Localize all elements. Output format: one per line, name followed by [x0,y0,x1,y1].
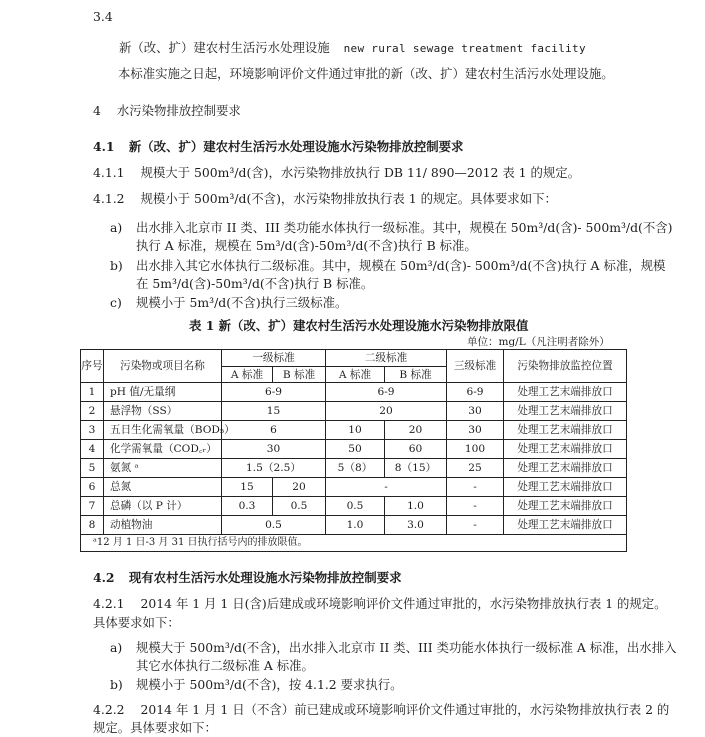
cell-grade2-b: 60 [385,440,447,459]
term-heading [119,40,586,57]
header-grade3: 三级标准 [447,350,504,383]
cell-grade3: 100 [447,440,504,459]
table-1 [80,349,626,552]
term-chinese: 新（改、扩）建农村生活污水处理设施 [119,40,330,55]
list-item-text: 出水排入北京市 II 类、III 类功能水体执行一级标准。其中，规模在 50m³/d(含)- 500m³/d(不含) [136,220,673,235]
table-row [81,497,627,516]
list-item-text: 规模大于 500m³/d(不含)，出水排入北京市 II 类、III 类功能水体执行一级标准 A 标准，出水排入 [136,640,677,655]
emission-limits-table [80,349,627,552]
cell-no: 2 [81,402,104,421]
term-definition: 本标准实施之日起，环境影响评价文件通过审批的新（改、扩）建农村生活污水处理设施。 [118,66,614,81]
table-row [81,516,627,535]
cell-grade1-a: 15 [222,478,273,497]
header-no: 序号 [81,350,104,383]
cell-grade2-a: 0.5 [326,497,385,516]
cell-grade3: 6-9 [447,383,504,402]
header-g1-b: B 标准 [273,367,326,383]
cell-pollutant: 氨氮 ᵃ [104,459,222,478]
list-item-text: 规模小于 5m³/d(不含)执行三级标准。 [136,295,348,310]
clause-text-continued: 规定。具体要求如下： [93,720,217,735]
cell-pollutant: 总氮 [104,478,222,497]
cell-pollutant: 总磷（以 P 计） [104,497,222,516]
section-title: 新（改、扩）建农村生活污水处理设施水污染物排放控制要求 [128,139,464,154]
cell-monitor-location: 处理工艺末端排放口 [504,516,627,535]
cell-monitor-location: 处理工艺末端排放口 [504,440,627,459]
table-footnote-row [81,535,627,552]
cell-grade2-b: 8（15） [385,459,447,478]
header-grade2: 二级标准 [326,350,447,367]
cell-grade3: - [447,478,504,497]
list-item-label: c) [110,295,122,310]
clause-text: 规模大于 500m³/d(含)，水污染物排放执行 DB 11/ 890—2012 表 1 的规定。 [140,165,581,180]
cell-grade2: 6-9 [326,383,447,402]
list-item-text: 出水排入其它水体执行二级标准。其中，规模在 50m³/d(含)- 500m³/d(不含)执行 A 标准，规模 [136,258,666,273]
table-row [81,459,627,478]
header-pollutant: 污染物或项目名称 [104,350,222,383]
cell-grade2: - [326,478,447,497]
clause-number: 4.2.1 [93,596,125,611]
list-item-label: a) [110,640,123,655]
cell-grade2-a: 50 [326,440,385,459]
cell-grade1: 0.5 [222,516,326,535]
cell-no: 1 [81,383,104,402]
table-row [81,478,627,497]
clause-4-2-2 [93,702,669,718]
header-monitor: 污染物排放监控位置 [504,350,627,383]
term-english: new rural sewage treatment facility [343,42,586,55]
cell-grade3: - [447,516,504,535]
cell-grade2-b: 3.0 [385,516,447,535]
clause-text: 2014 年 1 月 1 日（不含）前已建成或环境影响评价文件通过审批的，水污染物排放执行表 2 的 [140,702,670,717]
header-g2-a: A 标准 [326,367,385,383]
clause-number: 4.1.2 [93,191,125,206]
header-grade1: 一级标准 [222,350,326,367]
table-unit: 单位：mg/L（凡注明者除外） [467,336,610,348]
list-item-text: 其它水体执行二级标准 A 标准。 [136,658,314,673]
header-g2-b: B 标准 [385,367,447,383]
list-item-label: b) [110,677,123,692]
section-number: 4.2 [93,570,115,585]
cell-grade1-a: 0.3 [222,497,273,516]
cell-grade1: 15 [222,402,326,421]
section-title: 水污染物排放控制要求 [116,103,241,118]
cell-grade2-b: 20 [385,421,447,440]
cell-grade2-a: 1.0 [326,516,385,535]
cell-no: 8 [81,516,104,535]
cell-grade2-b: 1.0 [385,497,447,516]
cell-grade3: 25 [447,459,504,478]
table-body [81,383,627,535]
cell-pollutant: 悬浮物（SS） [104,402,222,421]
cell-grade1: 6 [222,421,326,440]
section-4-2-heading [93,570,401,586]
table-header-row [81,350,627,367]
section-number-3-4: 3.4 [93,9,113,24]
section-number: 4 [93,103,101,118]
cell-no: 6 [81,478,104,497]
cell-monitor-location: 处理工艺末端排放口 [504,421,627,440]
table-caption: 表 1 新（改、扩）建农村生活污水处理设施水污染物排放限值 [189,318,529,333]
cell-grade2-a: 5（8） [326,459,385,478]
cell-grade1: 1.5（2.5） [222,459,326,478]
cell-grade1-b: 0.5 [273,497,326,516]
clause-text: 规模小于 500m³/d(不含)，水污染物排放执行表 1 的规定。具体要求如下： [140,191,557,206]
clause-4-1-2 [93,191,557,207]
cell-pollutant: pH 值/无量纲 [104,383,222,402]
cell-grade1-b: 20 [273,478,326,497]
cell-pollutant: 五日生化需氧量（BOD₅） [104,421,222,440]
cell-grade1: 6-9 [222,383,326,402]
cell-monitor-location: 处理工艺末端排放口 [504,402,627,421]
list-item-label: b) [110,258,123,273]
cell-no: 5 [81,459,104,478]
list-item-label: a) [110,220,123,235]
cell-grade2: 20 [326,402,447,421]
clause-text: 2014 年 1 月 1 日(含)后建成或环境影响评价文件通过审批的，水污染物排放执行表 1 的规定。 [140,596,667,611]
section-title: 现有农村生活污水处理设施水污染物排放控制要求 [128,570,402,585]
cell-grade1: 30 [222,440,326,459]
section-4-1-heading [93,139,463,155]
table-row [81,402,627,421]
cell-monitor-location: 处理工艺末端排放口 [504,459,627,478]
cell-no: 3 [81,421,104,440]
list-item-text: 执行 A 标准，规模在 5m³/d(含)-50m³/d(不含)执行 B 标准。 [136,238,477,253]
clause-4-1-1 [93,165,580,181]
cell-monitor-location: 处理工艺末端排放口 [504,497,627,516]
clause-4-2-1 [93,596,667,612]
clause-number: 4.1.1 [93,165,125,180]
table-row [81,383,627,402]
list-item-text: 规模小于 500m³/d(不含)，按 4.1.2 要求执行。 [136,677,403,692]
cell-grade3: - [447,497,504,516]
clause-number: 4.2.2 [93,702,125,717]
header-g1-a: A 标准 [222,367,273,383]
table-row [81,421,627,440]
table-footnote: ᵃ12 月 1 日-3 月 31 日执行括号内的排放限值。 [81,535,627,552]
cell-grade2-a: 10 [326,421,385,440]
cell-grade3: 30 [447,421,504,440]
section-number: 4.1 [93,139,115,154]
cell-pollutant: 化学需氧量（COD꜀ᵣ） [104,440,222,459]
cell-grade3: 30 [447,402,504,421]
section-4-heading [93,103,241,119]
clause-text-continued: 具体要求如下： [93,615,180,630]
cell-pollutant: 动植物油 [104,516,222,535]
cell-no: 4 [81,440,104,459]
cell-no: 7 [81,497,104,516]
cell-monitor-location: 处理工艺末端排放口 [504,383,627,402]
cell-monitor-location: 处理工艺末端排放口 [504,478,627,497]
table-row [81,440,627,459]
list-item-text: 在 5m³/d(含)-50m³/d(不含)执行 B 标准。 [136,276,374,291]
